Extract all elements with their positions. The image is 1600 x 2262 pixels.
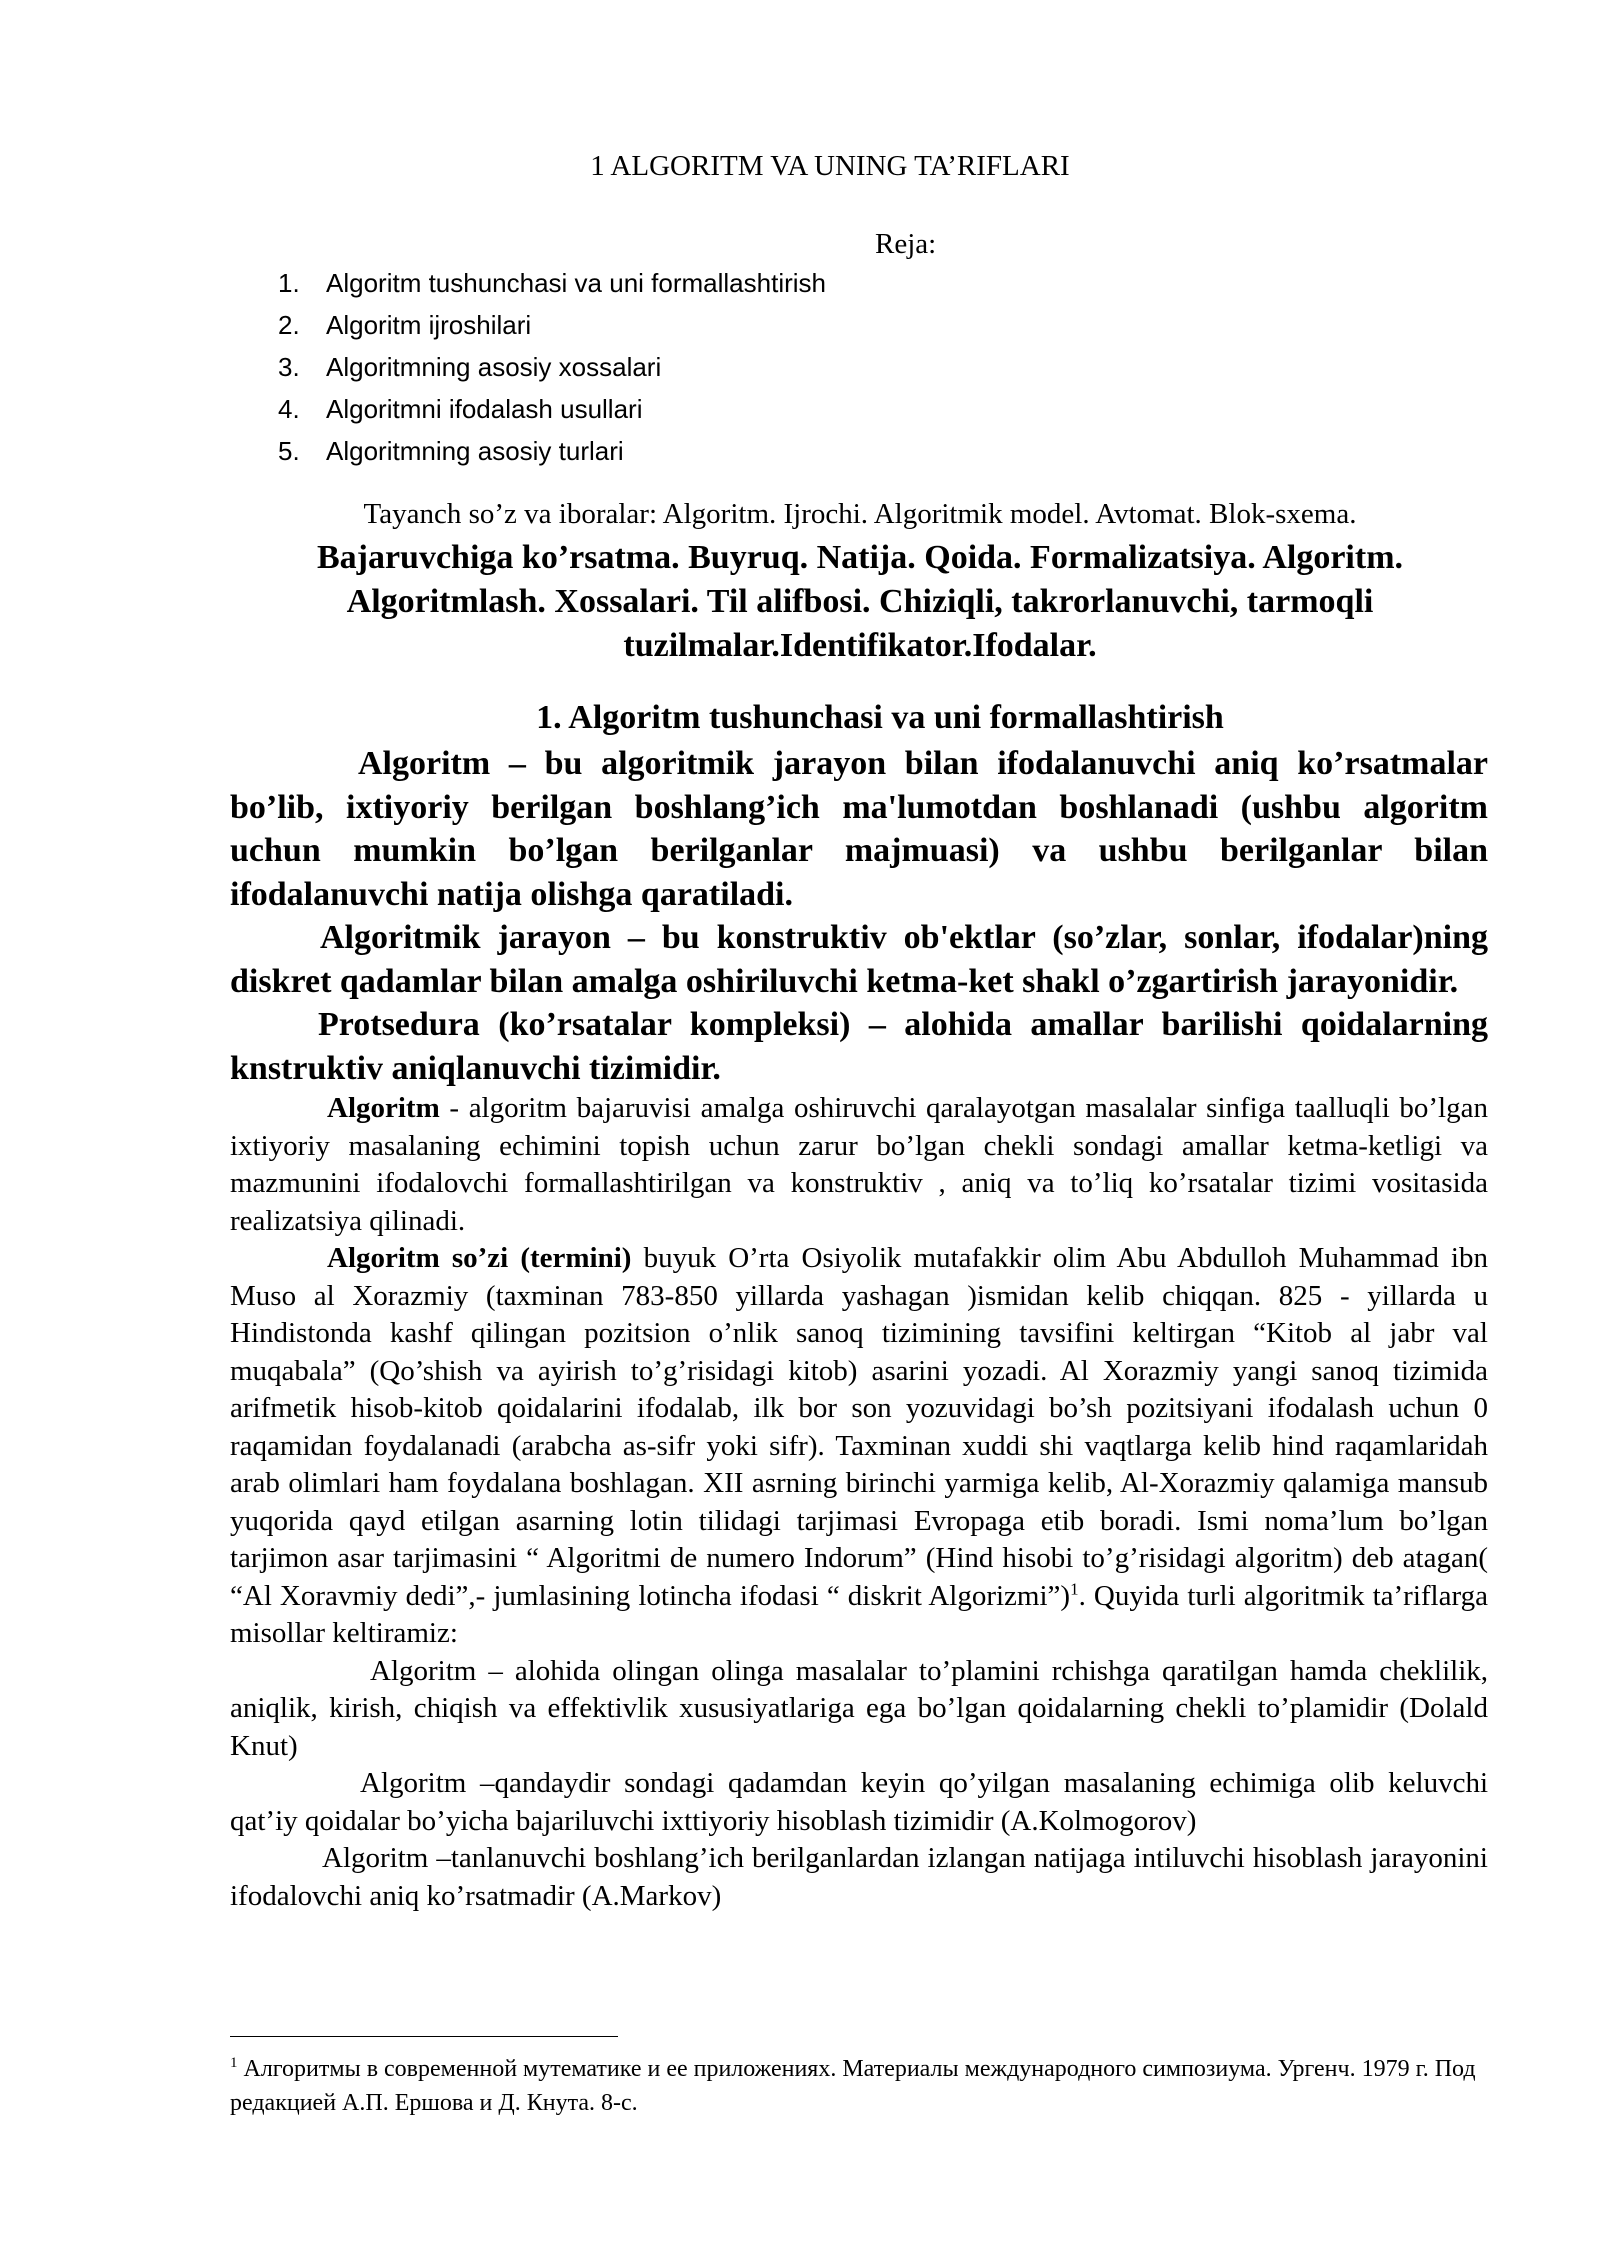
plan-item-number: 4.	[278, 394, 300, 424]
keywords-list: Bajaruvchiga ko’rsatma. Buyruq. Natija. Qoida. Formalizatsiya. Algoritm. Algoritmlash. Xossalari. Til alifbosi. Chiziqli, takrorlanuvchi, tarmoqli tuzilmalar.Identifikator.Ifodalar.	[316, 539, 1404, 664]
paragraph-text: buyuk O’rta Osiyolik mutafakkir olim Abu Abdulloh Muhammad ibn Muso al Xorazmiy (taxminan 783-850 yillarda yashagan )ismidan kelib chiqqan. 825 - yillarda u Hindistonda kashf qilingan pozitsion o’nlik sanoq tizimining tavsifini keltirgan “Kitob al jabr val muqabala” (Qo’shish va ayirish to’g’risidagi kitob) asarini yozadi. Al Xorazmiy yangi sanoq tizimida arifmetik hisob-kitob qoidalarini ifodalab, ilk bor son yozuvidagi bo’sh pozitsiyani ifodalash uchun 0 raqamidan foydalanadi (arabcha as-sifr yoki sifr). Taxminan xuddi shi vaqtlarga kelib hind raqamlaridah arab olimlari ham foydalana boshlagan. XII asrning birinchi yarmiga kelib, Al-Xorazmiy qalamiga mansub yuqorida qayd etilgan asarning lotin tilidagi tarjimasi Evropaga etib boradi. Ismi noma’lum bo’lgan tarjimon asar tarjimasini “ Algoritmi de numero Indorum” (Hind hisobi to’g’risidagi algoritm) deb atagan( “Al Xoravmiy dedi”,- jumlasining lotincha ifodasi “ diskrit Algorizmi”)	[230, 1242, 1488, 1612]
section-heading: 1. Algoritm tushunchasi va uni formallashtirish	[536, 699, 1224, 736]
footnote	[230, 2052, 1490, 2120]
paragraph-term-origin	[230, 1240, 1488, 1653]
definition-markov: Algoritm –tanlanuvchi boshlang’ich berilganlardan izlangan natijaga intiluvchi hisoblash jarayonini ifodalovchi aniq ko’rsatmadir (A.Markov)	[230, 1842, 1488, 1912]
definition-knuth: Algoritm – alohida olingan olinga masalalar to’plamini rchishga qaratilgan hamda cheklilik, aniqlik, kirish, chiqish va effektivlik xususiyatlariga ega bo’lgan qoidalarning chekli to’plamidir (Dolald Knut)	[230, 1654, 1488, 1762]
plan-item-text: Algoritmning asosiy xossalari	[326, 352, 662, 382]
plan-item-number: 3.	[278, 352, 300, 382]
plan-item-text: Algoritm tushunchasi va uni formallashtirish	[326, 268, 826, 298]
document-body	[230, 696, 1488, 1915]
plan-item	[278, 262, 826, 304]
keywords-block	[230, 492, 1490, 668]
plan-item	[278, 388, 826, 430]
definition-paragraph-bold: Protsedura (ko’rsatalar kompleksi) – alohida amallar barilishi qoidalarning knstruktiv aniqlanuvchi tizimidir.	[230, 1006, 1488, 1087]
paragraph-lead: Algoritm so’zi (termini)	[327, 1242, 632, 1274]
document-title: 1 ALGORITM VA UNING TA’RIFLARI	[590, 150, 1070, 182]
plan-list	[278, 262, 826, 472]
keywords-intro: Tayanch so’z va iboralar: Algoritm. Ijrochi. Algoritmik model. Avtomat. Blok-sxema.	[363, 498, 1357, 530]
definition-paragraph-bold: Algoritm – bu algoritmik jarayon bilan ifodalanuvchi aniq ko’rsatmalar bo’lib, ixtiyoriy berilgan boshlang’ich ma'lumotdan boshlanadi (ushbu algoritm uchun mumkin bo’lgan berilganlar majmuasi) va ushbu berilganlar bilan ifodalanuvchi natija olishga qaratiladi.	[230, 745, 1488, 913]
plan-label: Reja:	[875, 228, 937, 260]
paragraph-text-end: . Quyida turli algoritmik ta’riflarga misollar keltiramiz:	[230, 1579, 1488, 1649]
paragraph-lead: Algoritm	[327, 1092, 440, 1124]
plan-item	[278, 430, 826, 472]
plan-item-number: 1.	[278, 268, 300, 298]
footnote-text: Алгоритмы в современной мутематике и ее приложениях. Материалы международного симпозиума. Ургенч. 1979 г. Под редакцией А.П. Ершова и Д. Кнута. 8-с.	[230, 2056, 1476, 2116]
plan-item-number: 5.	[278, 436, 300, 466]
footnote-separator	[230, 2036, 618, 2037]
plan-item-number: 2.	[278, 310, 300, 340]
plan-item	[278, 346, 826, 388]
footnote-reference[interactable]: 1	[1070, 1578, 1079, 1598]
plan-item-text: Algoritmning asosiy turlari	[326, 436, 624, 466]
paragraph-algoritm	[230, 1090, 1488, 1240]
plan-item-text: Algoritm ijroshilari	[326, 310, 532, 340]
footnote-mark: 1	[230, 2055, 238, 2071]
paragraph-text: - algoritm bajaruvisi amalga oshiruvchi qaralayotgan masalalar sinfiga taalluqli bo’lgan ixtiyoriy masalaning echimini topish uchun zarur bo’lgan chekli sondagi amallar ketma-ketligi va mazmunini ifodalovchi formallashtirilgan va konstruktiv , aniq va to’liq ko’rsatalar tizimi vositasida realizatsiya qilinadi.	[230, 1092, 1488, 1237]
definition-kolmogorov: Algoritm –qandaydir sondagi qadamdan keyin qo’yilgan masalaning echimiga olib keluvchi qat’iy qoidalar bo’yicha bajariluvchi ixttiyoriy hisoblash tizimidir (A.Kolmogorov)	[230, 1767, 1488, 1837]
definition-paragraph-bold: Algoritmik jarayon – bu konstruktiv ob'ektlar (so’zlar, sonlar, ifodalar)ning diskret qadamlar bilan amalga oshiriluvchi ketma-ket shakl o’zgartirish jarayonidir.	[230, 919, 1488, 1000]
plan-item	[278, 304, 826, 346]
plan-item-text: Algoritmni ifodalash usullari	[326, 394, 643, 424]
